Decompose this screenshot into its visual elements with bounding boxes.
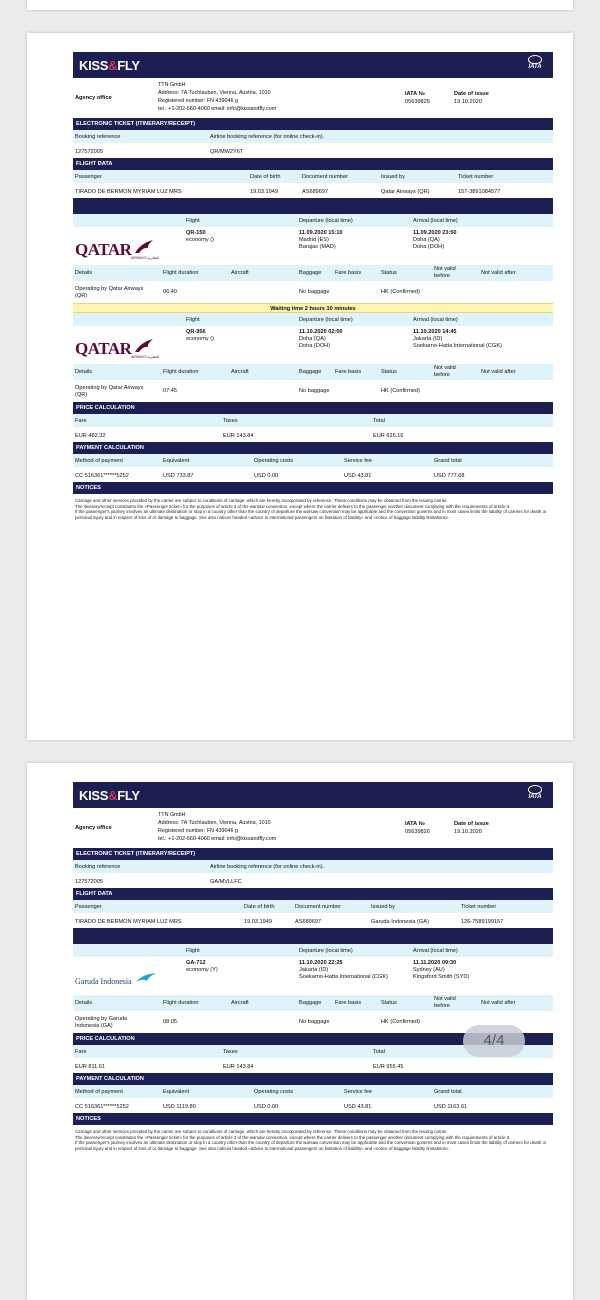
issue-date: Date of issue 19.10.2020 bbox=[454, 821, 489, 835]
details-values: Operating by Qatar Airways (QR) 06:40 No baggage HK (Confirmed) bbox=[75, 286, 420, 299]
qatar-airways-logo: QATAR AIRWAYS القطرية bbox=[75, 339, 160, 359]
payment-heading: PAYMENT CALCULATION bbox=[73, 442, 553, 454]
booking-labels: Booking reference Airline booking reference (for online check-in). bbox=[73, 130, 553, 143]
notices-heading: NOTICES bbox=[73, 1113, 553, 1125]
price-heading: PRICE CALCULATION bbox=[73, 402, 553, 414]
flight-data-heading: FLIGHT DATA bbox=[73, 888, 553, 900]
payment-labels: Method of payment Equivalent Operating costs Service fee Grand total bbox=[73, 1085, 553, 1098]
details-values: Operating by Qatar Airways (QR) 07:45 No baggage HK (Confirmed) bbox=[75, 385, 420, 398]
eticket-heading: ELECTRONIC TICKET (ITINERARY/RECEIPT) bbox=[73, 848, 553, 860]
iata-number: IATA № 05639826 bbox=[405, 821, 430, 835]
agency-block bbox=[73, 78, 553, 118]
agency-details: TTN GmbH Address: 7A Tuchlauben, Vienna, Austria, 1010 Registered number: FN 439046 g tel.: +1-202-660-4060 email: info@kissandfly.com bbox=[158, 812, 277, 842]
globe-icon bbox=[528, 785, 542, 794]
issue-date: Date of issue 19.10.2020 bbox=[454, 91, 489, 105]
agency-details: TTN GmbH Address: 7A Tuchlauben, Vienna, Austria, 1010 Registered number: FN 439046 g tel.: +1-202-660-4060 email: info@kissandfly.com bbox=[158, 82, 277, 112]
passenger-labels: Passenger Date of birth Document number Issued by Ticket number bbox=[73, 170, 553, 183]
passenger-labels: Passenger Date of birth Document number Issued by Ticket number bbox=[73, 900, 553, 913]
iata-number: IATA № 05639826 bbox=[405, 91, 430, 105]
ticket-header bbox=[73, 52, 553, 78]
agency-label: Agency office bbox=[75, 825, 112, 831]
segment-row: Garuda Indonesia GA-712 economy (Y) 11.10.2020 22:25 Jakarta (ID) Soekarno-Hatta International (CGK) 11.11.2020 09:30 Sydney (AU) Kingsford Smith (SYD) bbox=[73, 957, 553, 995]
notices-text: Carriage and other services provided by the carrier are subject to conditions of carriage, which are hereby incorporated by reference. These conditions may be obtained from the issuing carrier. The itinerary/receipt constitutes the «Passenger ticket» for the purposes of article 3 of the warsaw convention, except where the carrier delivers to the passenger another document complying with the requirements of article 3. If the passenger's journey involves an ultimate destination or stop in a country other than the country of departure the warsaw convention may be applicable and the convention governs and in most cases limits the liability of carriers for death or personal injury and in respect of loss of or damage to baggage. See also notices headed «advice to international passengers on limitation of liability» and «notice of baggage liability limitations». bbox=[75, 1129, 547, 1151]
globe-icon bbox=[528, 55, 542, 64]
eticket-heading: ELECTRONIC TICKET (ITINERARY/RECEIPT) bbox=[73, 118, 553, 130]
ticket-page-qatar bbox=[27, 33, 573, 740]
garuda-indonesia-logo: Garuda Indonesia bbox=[75, 972, 165, 990]
price-heading: PRICE CALCULATION bbox=[73, 1033, 553, 1045]
page-indicator: 4/4 bbox=[463, 1025, 525, 1057]
section-divider bbox=[73, 198, 553, 214]
oryx-icon bbox=[133, 338, 155, 354]
segment-labels: Flight Departure (local time) Arrival (local time) bbox=[73, 944, 553, 957]
payment-labels: Method of payment Equivalent Operating costs Service fee Grand total bbox=[73, 454, 553, 467]
payment-values: CC 516361******5252 USD 1119.80 USD 0.00 USD 43.81 USD 1163.61 bbox=[75, 1104, 468, 1110]
details-labels: Details Flight duration Aircraft Baggage Fare basis Status Not valid before Not valid after bbox=[73, 265, 553, 281]
iata-logo: IATA bbox=[523, 55, 547, 75]
price-labels: Fare Taxes Total bbox=[73, 1045, 553, 1058]
ticket-document bbox=[73, 52, 553, 524]
agency-label: Agency office bbox=[75, 95, 112, 101]
payment-heading: PAYMENT CALCULATION bbox=[73, 1073, 553, 1085]
price-values: EUR 811.61 EUR 143.84 EUR 955.45 bbox=[75, 1064, 404, 1070]
booking-labels: Booking reference Airline booking reference (for online check-in). bbox=[73, 860, 553, 873]
ticket-document bbox=[73, 782, 553, 1155]
details-labels: Details Flight duration Aircraft Baggage Fare basis Status Not valid before Not valid after bbox=[73, 995, 553, 1011]
layover-banner: Waiting time 2 hours 10 minutes bbox=[73, 303, 553, 313]
ticket-header bbox=[73, 782, 553, 808]
kissandfly-logo: KISS&FLY bbox=[79, 788, 140, 803]
oryx-icon bbox=[133, 239, 155, 255]
garuda-bird-icon bbox=[135, 972, 157, 984]
notices-heading: NOTICES bbox=[73, 482, 553, 494]
segment-row: QATAR AIRWAYS القطرية QR-150 economy () 11.09.2020 15:10 Madrid (ES) Barajas (MAD) 11.09.2020 23:50 Doha (QA) Doha (DOH) bbox=[75, 230, 457, 260]
price-labels: Fare Taxes Total bbox=[73, 414, 553, 427]
notices-text: Carriage and other services provided by the carrier are subject to conditions of carriage, which are hereby incorporated by reference. These conditions may be obtained from the issuing carrier. The itinerary/receipt constitutes the «Passenger ticket» for the purposes of article 3 of the warsaw convention, except where the carrier delivers to the passenger another document complying with the requirements of article 3. If the passenger's journey involves an ultimate destination or stop in a country other than the country of departure the warsaw convention may be applicable and the convention governs and in most cases limits the liability of carriers for death or personal injury and in respect of loss of or damage to baggage. See also notices headed «advice to international passengers on limitation of liability» and «notice of baggage liability limitations». bbox=[75, 498, 547, 520]
flight-data-heading: FLIGHT DATA bbox=[73, 158, 553, 170]
iata-logo: IATA bbox=[523, 785, 547, 805]
price-values: EUR 482.32 EUR 143.84 EUR 626.16 bbox=[75, 433, 404, 439]
details-labels: Details Flight duration Aircraft Baggage Fare basis Status Not valid before Not valid after bbox=[73, 364, 553, 380]
booking-values: 127572005 QR/MW2Y6T bbox=[75, 149, 244, 155]
passenger-values: TIRADO DE BERMON MYRIAM LUZ MRS 19.03.1949 AS689697 Qatar Airways (QR) 157-3891084577 bbox=[75, 189, 501, 195]
details-values: Operating by Garuda Indonesia (GA) 08:05 No baggage HK (Confirmed) bbox=[75, 1016, 420, 1029]
qatar-airways-logo: QATAR AIRWAYS القطرية bbox=[75, 240, 160, 260]
kissandfly-logo: KISS&FLY bbox=[79, 58, 140, 73]
previous-page bbox=[27, 0, 573, 10]
segment-labels: Flight Departure (local time) Arrival (local time) bbox=[73, 313, 553, 326]
booking-values: 127572005 GA/MVLLFC bbox=[75, 879, 242, 885]
agency-block bbox=[73, 808, 553, 848]
payment-values: CC 516361******5252 USD 733.87 USD 0.00 USD 43.81 USD 777.68 bbox=[75, 473, 465, 479]
segment-labels: Flight Departure (local time) Arrival (local time) bbox=[73, 214, 553, 227]
passenger-values: TIRADO DE BERMON MYRIAM LUZ MRS 19.03.1949 AS689697 Garuda Indonesia (GA) 126-7589199157 bbox=[75, 919, 504, 925]
segment-row: QATAR AIRWAYS القطرية QR-956 economy () 11.10.2020 02:00 Doha (QA) Doha (DOH) 11.10.2020 14:45 Jakarta (ID) Soekarno-Hatta International (CGK) bbox=[75, 329, 502, 359]
section-divider bbox=[73, 928, 553, 944]
